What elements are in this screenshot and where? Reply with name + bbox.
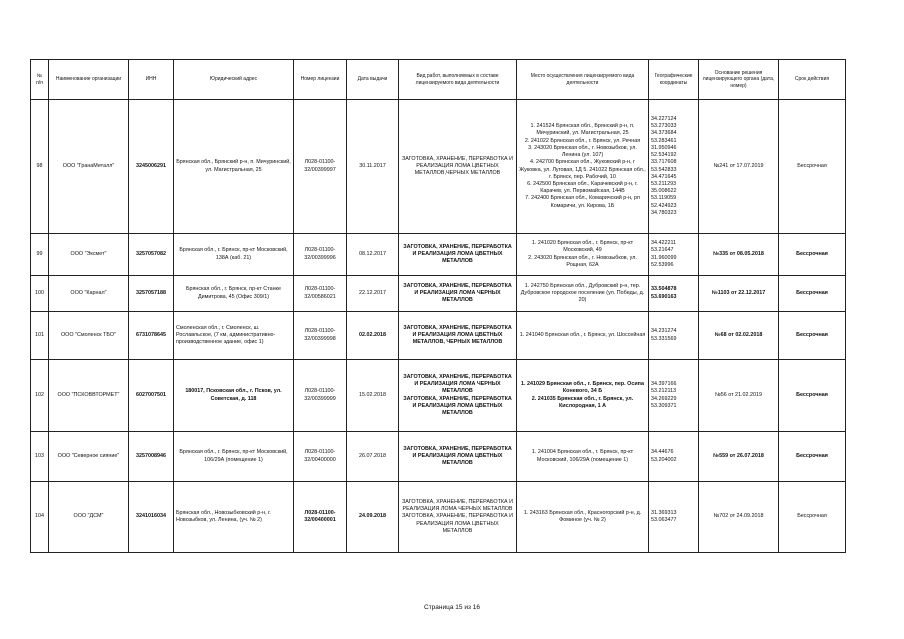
cell-coords: 33.504878 53.690163 xyxy=(649,276,699,312)
cell-works: ЗАГОТОВКА, ХРАНЕНИЕ, ПЕРЕРАБОТКА И РЕАЛИЗАЦИЯ ЛОМА ЦВЕТНЫХ МЕТАЛЛОВ xyxy=(399,234,517,276)
cell-address: Брянская обл., Новозыбковский р-н, г. Новозыбков, ул. Ленина, (уч. № 2) xyxy=(174,482,294,553)
table-row xyxy=(31,100,846,234)
cell-license: Л028-01100-32/00400000 xyxy=(294,432,347,482)
cell-num: 99 xyxy=(31,234,49,276)
cell-coords: 34.44676 53.204002 xyxy=(649,432,699,482)
cell-basis: №1103 от 22.12.2017 xyxy=(699,276,779,312)
header-basis: Основание решения лицензирующего органа (дата, номер) xyxy=(699,60,779,100)
cell-license: Л028-01100-32/00399996 xyxy=(294,234,347,276)
header-term: Срок действия xyxy=(779,60,846,100)
cell-basis: №335 от 08.05.2018 xyxy=(699,234,779,276)
cell-place: 1. 241004 Брянская обл., г. Брянск, пр-кт Московский, 106/29А (помещение 1) xyxy=(517,432,649,482)
table-row xyxy=(31,360,846,432)
cell-basis: №56 от 21.02.2019 xyxy=(699,360,779,432)
cell-license: Л028-01100-32/00399999 xyxy=(294,360,347,432)
cell-works: ЗАГОТОВКА, ХРАНЕНИЕ, ПЕРЕРАБОТКА И РЕАЛИЗАЦИЯ ЛОМА ЧЕРНЫХ МЕТАЛЛОВ ЗАГОТОВКА, ХРАНЕНИЕ, ПЕРЕРАБОТКА И РЕАЛИЗАЦИЯ ЛОМА ЦВЕТНЫХ МЕТАЛЛОВ xyxy=(399,360,517,432)
cell-num: 98 xyxy=(31,100,49,234)
cell-inn: 3241016034 xyxy=(129,482,174,553)
cell-name: ООО "ГранаМеталл" xyxy=(49,100,129,234)
cell-name: ООО "ДСМ" xyxy=(49,482,129,553)
table-row xyxy=(31,276,846,312)
cell-address: Брянская обл., г. Брянск, пр-кт Московский, 138А (каб. 21) xyxy=(174,234,294,276)
table-row xyxy=(31,482,846,553)
cell-date: 08.12.2017 xyxy=(347,234,399,276)
cell-license: Л028-01100-32/00399998 xyxy=(294,312,347,360)
cell-place: 1. 242750 Брянская обл., Дубровский р-н, тер. Дубровское городское поселение (ул. Победы, д. 20) xyxy=(517,276,649,312)
cell-inn: 3257057188 xyxy=(129,276,174,312)
cell-coords: 31.369313 53.063477 xyxy=(649,482,699,553)
cell-term: Бессрочная xyxy=(779,360,846,432)
cell-term: Бессрочная xyxy=(779,432,846,482)
cell-date: 26.07.2018 xyxy=(347,432,399,482)
cell-address: Брянская обл., г. Брянск, пр-кт Московский, 106/29А (помещение 1) xyxy=(174,432,294,482)
license-registry-table xyxy=(30,59,846,553)
table-row xyxy=(31,432,846,482)
header-name: Наименование организации xyxy=(49,60,129,100)
header-place: Место осуществления лицензируемого вида деятельности xyxy=(517,60,649,100)
cell-inn: 6027007501 xyxy=(129,360,174,432)
cell-basis: №68 от 02.02.2018 xyxy=(699,312,779,360)
cell-address: Брянская обл., Брянский р-н, п. Мичуринский, ул. Магистральная, 25 xyxy=(174,100,294,234)
cell-place: 1. 241524 Брянская обл., Брянский р-н, п. Мичуринский, ул. Магистральная, 25 2. 241022 Брянская обл., г. Брянск, ул. Речная 3. 243020 Брянская обл., г. Новозыбков, ул. Ленина (ул. 107) 4. 242700 Брянская обл., Жуковский р-н, г Жуковка, ул. Луговая, 1Д 5. 241022 Брянская обл., г. Брянск, пер. Рабочий, 10 6. 242500 Брянская обл., Карачевский р-н, г. Карачев, ул. Первомайская, 144В 7. 242400 Брянская обл., Комаричский р-н, рп Комаричи, ул. Кирова, 1Б xyxy=(517,100,649,234)
cell-coords: 34.227124 53.273033 34.373684 53.283461 31.950946 52.534192 33.717608 53.542833 34.471645 53.211293 35.008622 53.119059 52.424923 34.780323 xyxy=(649,100,699,234)
cell-num: 102 xyxy=(31,360,49,432)
cell-inn: 3257057082 xyxy=(129,234,174,276)
cell-term: Бессрочная xyxy=(779,276,846,312)
cell-name: ООО "ПСКОВВТОРМЕТ" xyxy=(49,360,129,432)
cell-address: 180017, Псковская обл., г. Псков, ул. Советская, д. 118 xyxy=(174,360,294,432)
table-row xyxy=(31,312,846,360)
cell-coords: 34.422211 53.21647 31.960099 52.53996 xyxy=(649,234,699,276)
header-date: Дата выдачи xyxy=(347,60,399,100)
table-header-row xyxy=(31,60,846,100)
cell-place: 1. 241029 Брянская обл., г. Брянск, пер. Осипа Коневого, 34 Б 2. 241035 Брянская обл., г. Брянск, ул. Кислородная, 1 А xyxy=(517,360,649,432)
cell-name: ООО "Смоленск ТБО" xyxy=(49,312,129,360)
cell-name: ООО "Северное сияние" xyxy=(49,432,129,482)
cell-inn: 3245006291 xyxy=(129,100,174,234)
cell-num: 104 xyxy=(31,482,49,553)
cell-term: Бессрочная xyxy=(779,234,846,276)
cell-term: Бессрочная xyxy=(779,312,846,360)
cell-works: ЗАГОТОВКА, ХРАНЕНИЕ, ПЕРЕРАБОТКА И РЕАЛИЗАЦИЯ ЛОМА ЦВЕТНЫХ МЕТАЛЛОВ, ЧЕРНЫХ МЕТАЛЛОВ xyxy=(399,312,517,360)
cell-num: 100 xyxy=(31,276,49,312)
page-number: Страница 15 из 16 xyxy=(424,604,480,611)
cell-basis: №241 от 17.07.2019 xyxy=(699,100,779,234)
cell-works: ЗАГОТОВКА, ХРАНЕНИЕ, ПЕРЕРАБОТКА И РЕАЛИЗАЦИЯ ЛОМА ЧЕРНЫХ МЕТАЛЛОВ ЗАГОТОВКА, ХРАНЕНИЕ, ПЕРЕРАБОТКА И РЕАЛИЗАЦИЯ ЛОМА ЦВЕТНЫХ МЕТАЛЛОВ xyxy=(399,482,517,553)
cell-date: 15.02.2018 xyxy=(347,360,399,432)
cell-date: 24.09.2018 xyxy=(347,482,399,553)
cell-works: ЗАГОТОВКА, ХРАНЕНИЕ, ПЕРЕРАБОТКА И РЕАЛИЗАЦИЯ ЛОМА ЦВЕТНЫХ МЕТАЛЛОВ xyxy=(399,432,517,482)
cell-inn: 6731078645 xyxy=(129,312,174,360)
cell-term: Бессрочная xyxy=(779,482,846,553)
cell-place: 1. 241040 Брянская обл., г. Брянск, ул. Шоссейная xyxy=(517,312,649,360)
cell-works: ЗАГОТОВКА, ХРАНЕНИЕ, ПЕРЕРАБОТКА И РЕАЛИЗАЦИЯ ЛОМА ЧЕРНЫХ МЕТАЛЛОВ xyxy=(399,276,517,312)
header-works: Вид работ, выполняемых в составе лицензируемого вида деятельности xyxy=(399,60,517,100)
cell-date: 02.02.2018 xyxy=(347,312,399,360)
cell-num: 101 xyxy=(31,312,49,360)
cell-inn: 3257008946 xyxy=(129,432,174,482)
header-num: № п/п xyxy=(31,60,49,100)
cell-name: ООО "Карнал" xyxy=(49,276,129,312)
cell-license: Л028-01100-32/00399997 xyxy=(294,100,347,234)
cell-license: Л028-01100-32/00400001 xyxy=(294,482,347,553)
header-coords: Географические координаты xyxy=(649,60,699,100)
cell-address: Брянская обл., г. Брянск, пр-кт Станке Димитрова, 45 (Офис 309/1) xyxy=(174,276,294,312)
cell-basis: №559 от 26.07.2018 xyxy=(699,432,779,482)
cell-term: Бессрочная xyxy=(779,100,846,234)
cell-num: 103 xyxy=(31,432,49,482)
cell-place: 1. 241020 Брянская обл., г. Брянск, пр-кт Московский, 49 2. 243020 Брянская обл., г. Новозыбков, ул. Рощная, 62А xyxy=(517,234,649,276)
cell-license: Л028-01100-32/00586021 xyxy=(294,276,347,312)
cell-coords: 34.231274 53.331569 xyxy=(649,312,699,360)
header-address: Юридический адрес xyxy=(174,60,294,100)
cell-basis: №702 от 24.09.2018 xyxy=(699,482,779,553)
cell-date: 30.11.2017 xyxy=(347,100,399,234)
cell-coords: 34.397166 53.212113 34.269229 53.309371 xyxy=(649,360,699,432)
cell-works: ЗАГОТОВКА, ХРАНЕНИЕ, ПЕРЕРАБОТКА И РЕАЛИЗАЦИЯ ЛОМА ЦВЕТНЫХ МЕТАЛЛОВ,ЧЕРНЫХ МЕТАЛЛОВ xyxy=(399,100,517,234)
table-row xyxy=(31,234,846,276)
header-license: Номер лицензии xyxy=(294,60,347,100)
cell-name: ООО "Эксмет" xyxy=(49,234,129,276)
header-inn: ИНН xyxy=(129,60,174,100)
cell-address: Смоленская обл., г. Смоленск, ш. Рославльское, (7 км, административно-производственное здание, офис 1) xyxy=(174,312,294,360)
cell-place: 1. 243163 Брянская обл., Красногорский р-н, д. Фоминое (уч. № 2) xyxy=(517,482,649,553)
cell-date: 22.12.2017 xyxy=(347,276,399,312)
